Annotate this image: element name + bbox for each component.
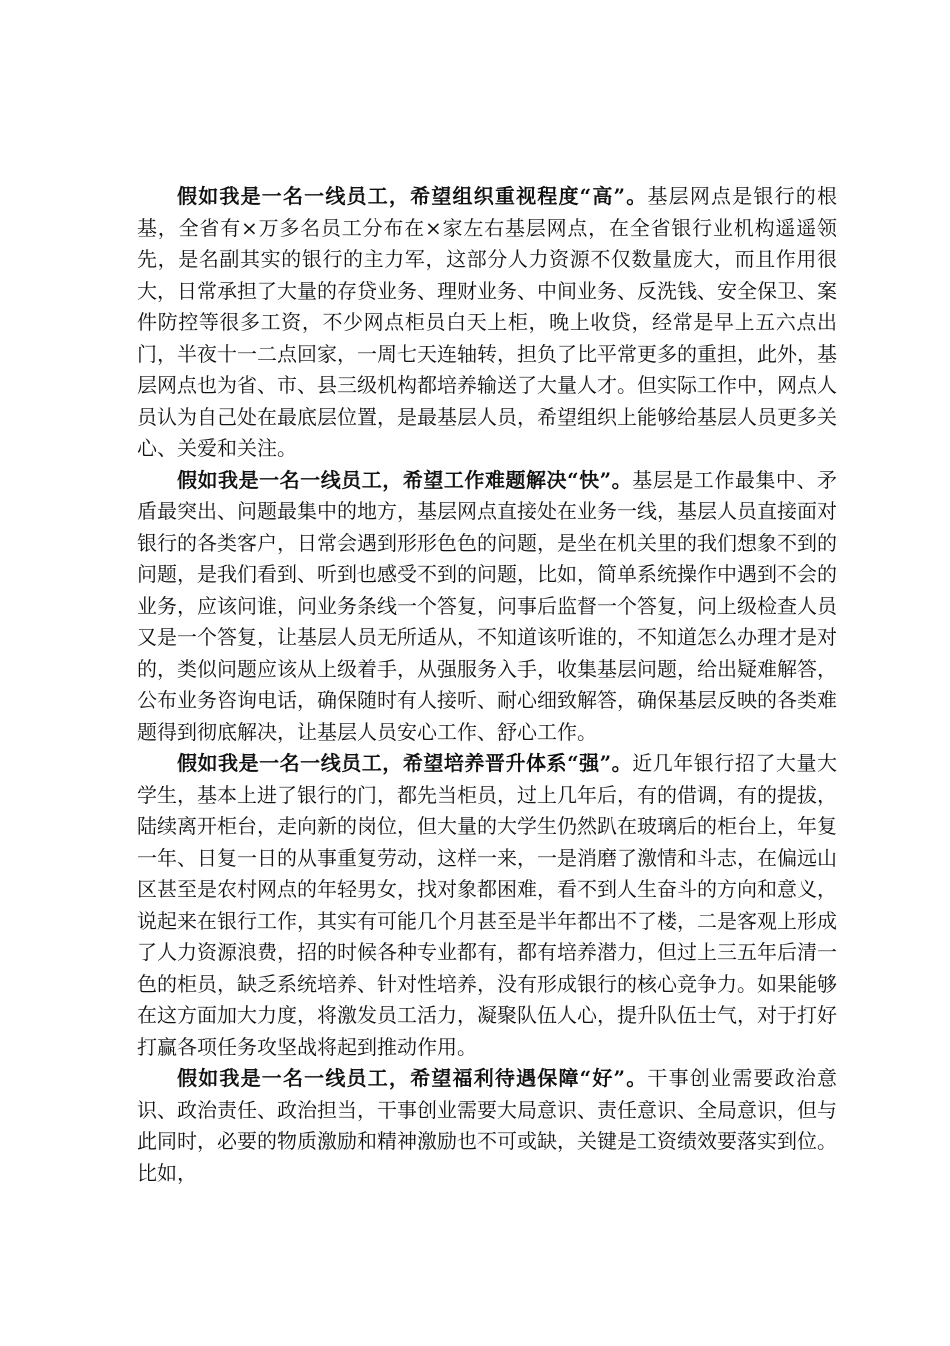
paragraph-lead-heading: 假如我是一名一线员工，希望工作难题解决“快”。 xyxy=(177,467,633,492)
paragraph-welfare-benefits xyxy=(137,1063,837,1189)
paragraph-training-promotion xyxy=(137,748,837,1063)
paragraph-body-text: 干事创业需要政治意识、政治责任、政治担当，干事创业需要大局意识、责任意识、全局意识，但与此同时，必要的物质激励和精神激励也不可或缺，关键是工资绩效要落实到位。比如， xyxy=(137,1066,837,1185)
paragraph-problem-solving xyxy=(137,465,837,749)
paragraph-organization-attention xyxy=(137,181,837,465)
paragraph-body-text: 近几年银行招了大量大学生，基本上进了银行的门，都先当柜员，过上几年后，有的借调，有的提拔，陆续离开柜台，走向新的岗位，但大量的大学生仍然趴在玻璃后的柜台上，年复一年、日复一日的从事重复劳动，这样一来，一是消磨了激情和斗志，在偏远山区甚至是农村网点的年轻男女，找对象都困难，看不到人生奋斗的方向和意义，说起来在银行工作，其实有可能几个月甚至是半年都出不了楼，二是客观上形成了人力资源浪费，招的时候各种专业都有，都有培养潜力，但过上三五年后清一色的柜员，缺乏系统培养、针对性培养，没有形成银行的核心竞争力。如果能够在这方面加大力度，将激发员工活力，凝聚队伍人心，提升队伍士气，对于打好打赢各项任务攻坚战将起到推动作用。 xyxy=(137,751,837,1059)
paragraph-lead-heading: 假如我是一名一线员工，希望组织重视程度“高”。 xyxy=(177,184,648,208)
paragraph-body-text: 基层网点是银行的根基，全省有×万多名员工分布在×家左右基层网点，在全省银行业机构遥遥领先，是名副其实的银行的主力军，这部分人力资源不仅数量庞大，而且作用很大，日常承担了大量的存贷业务、理财业务、中间业务、反洗钱、安全保卫、案件防控等很多工资，不少网点柜员白天上柜，晚上收贷，经常是早上五六点出门，半夜十一二点回家，一周七天连轴转，担负了比平常更多的重担，此外，基层网点也为省、市、县三级机构都培养输送了大量人才。但实际工作中，网点人员认为自己处在最底层位置，是最基层人员，希望组织上能够给基层人员更多关心、关爱和关注。 xyxy=(137,184,837,460)
paragraph-lead-heading: 假如我是一名一线员工，希望培养晋升体系“强”。 xyxy=(177,751,633,775)
paragraph-body-text: 基层是工作最集中、矛盾最突出、问题最集中的地方，基层网点直接处在业务一线，基层人员直接面对银行的各类客户，日常会遇到形形色色的问题，是坐在机关里的我们想象不到的问题，是我们看到、听到也感受不到的问题，比如，简单系统操作中遇到不会的业务，应该问谁，问业务条线一个答复，问事后监督一个答复，问上级检查人员又是一个答复，让基层人员无所适从，不知道该听谁的，不知道怎么办理才是对的，类似问题应该从上级着手，从强服务入手，收集基层问题，给出疑难解答，公布业务咨询电话，确保随时有人接听、耐心细致解答，确保基层反映的各类难题得到彻底解决，让基层人员安心工作、舒心工作。 xyxy=(137,467,837,744)
paragraph-lead-heading: 假如我是一名一线员工，希望福利待遇保障“好”。 xyxy=(177,1066,648,1090)
document-body xyxy=(137,181,837,1189)
